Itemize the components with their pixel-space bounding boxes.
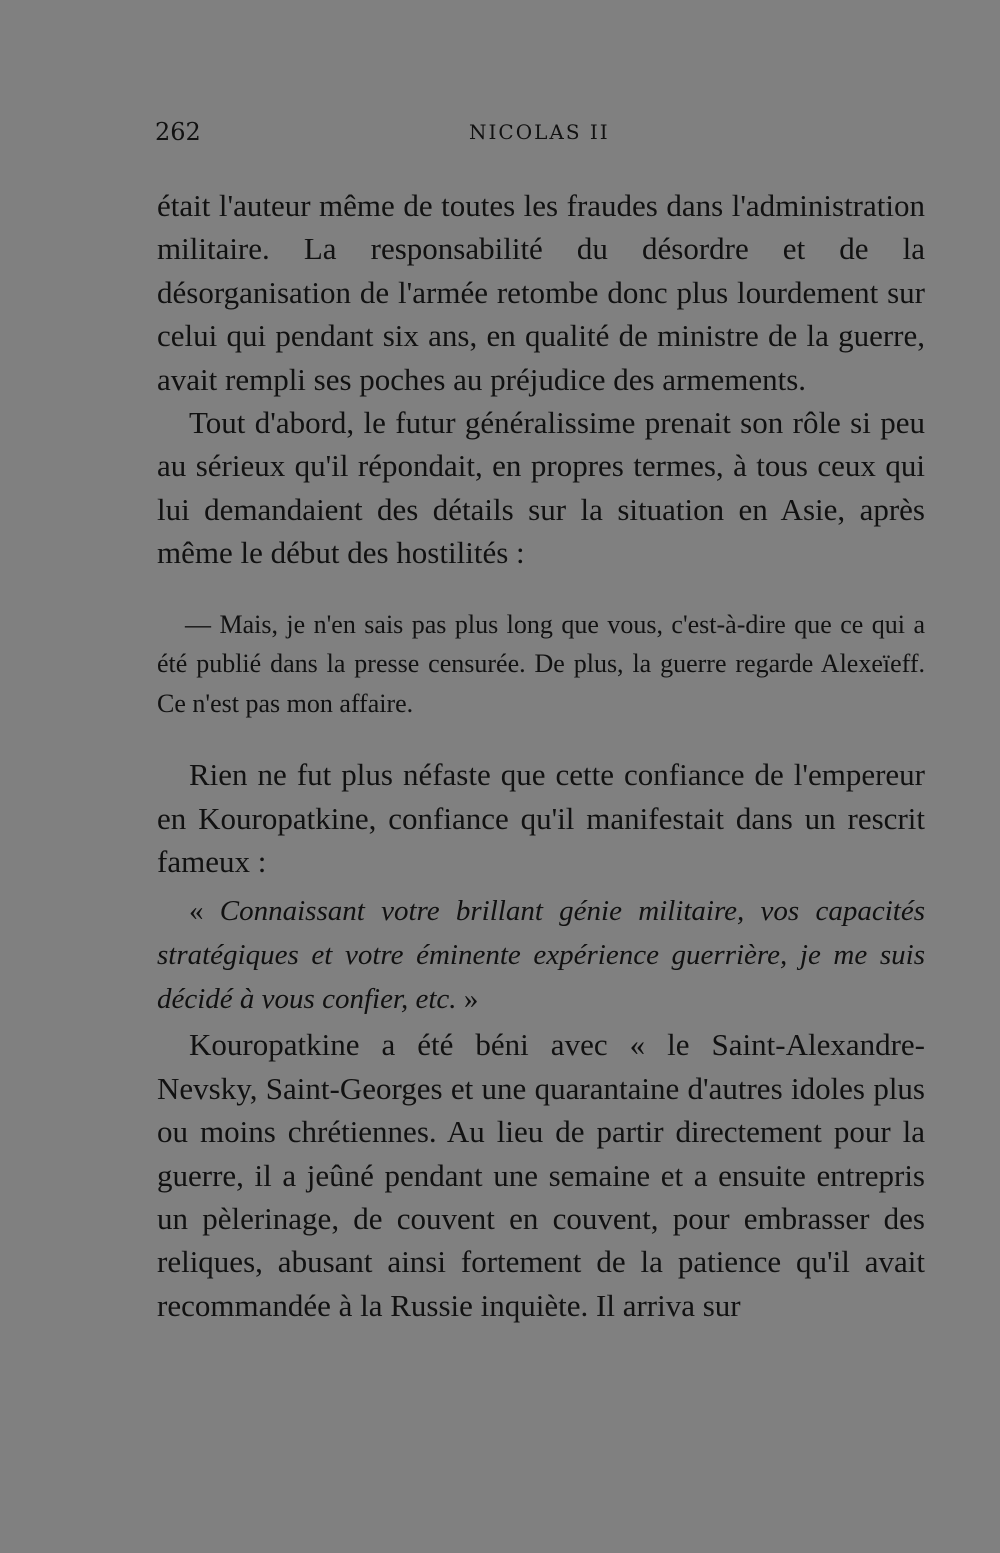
- dialogue-quote: — Mais, je n'en sais pas plus long que vous, c'est-à-dire que ce qui a été publié dans la presse censurée. De plus, la guerre regarde Alexeïeff. Ce n'est pas mon affaire.: [157, 609, 925, 718]
- citation-text: Connaissant votre brillant génie militaire, vos capacités stratégiques et votre éminente expérience guerrière, je me suis décidé à vous confier, etc.: [157, 895, 925, 1016]
- paragraph-3: Rien ne fut plus néfaste que cette confiance de l'empereur en Kouropatkine, confiance qu'il manifestait dans un rescrit fameux :: [157, 757, 925, 879]
- rescript-citation: [157, 889, 925, 1021]
- running-title: NICOLAS II: [469, 120, 610, 144]
- paragraph-2: Tout d'abord, le futur généralissime prenait son rôle si peu au sérieux qu'il répondait, en propres termes, à tous ceux qui lui demandaient des détails sur la situation en Asie, après même le début des hostilités :: [157, 405, 925, 571]
- paragraph-4: Kouropatkine a été béni avec « le Saint-Alexandre-Nevsky, Saint-Georges et une quarantaine d'autres idoles plus ou moins chrétiennes. Au lieu de partir directement pour la guerre, il a jeûné pendant une semaine et a ensuite entrepris un pèlerinage, de couvent en couvent, pour embrasser des reliques, abusant ainsi fortement de la patience qu'il avait recommandée à la Russie inquiète. Il arriva sur: [157, 1027, 925, 1323]
- body-text: [157, 184, 925, 1327]
- close-guillemet: »: [456, 983, 479, 1016]
- open-guillemet: «: [189, 895, 220, 928]
- paragraph-1: était l'auteur même de toutes les fraudes dans l'administration militaire. La responsabilité du désordre et de la désorganisation de l'armée retombe donc plus lourdement sur celui qui pendant six ans, en qualité de ministre de la guerre, avait rempli ses poches au préjudice des armements.: [157, 188, 925, 397]
- page-number: 262: [155, 118, 201, 146]
- running-head: [155, 118, 925, 158]
